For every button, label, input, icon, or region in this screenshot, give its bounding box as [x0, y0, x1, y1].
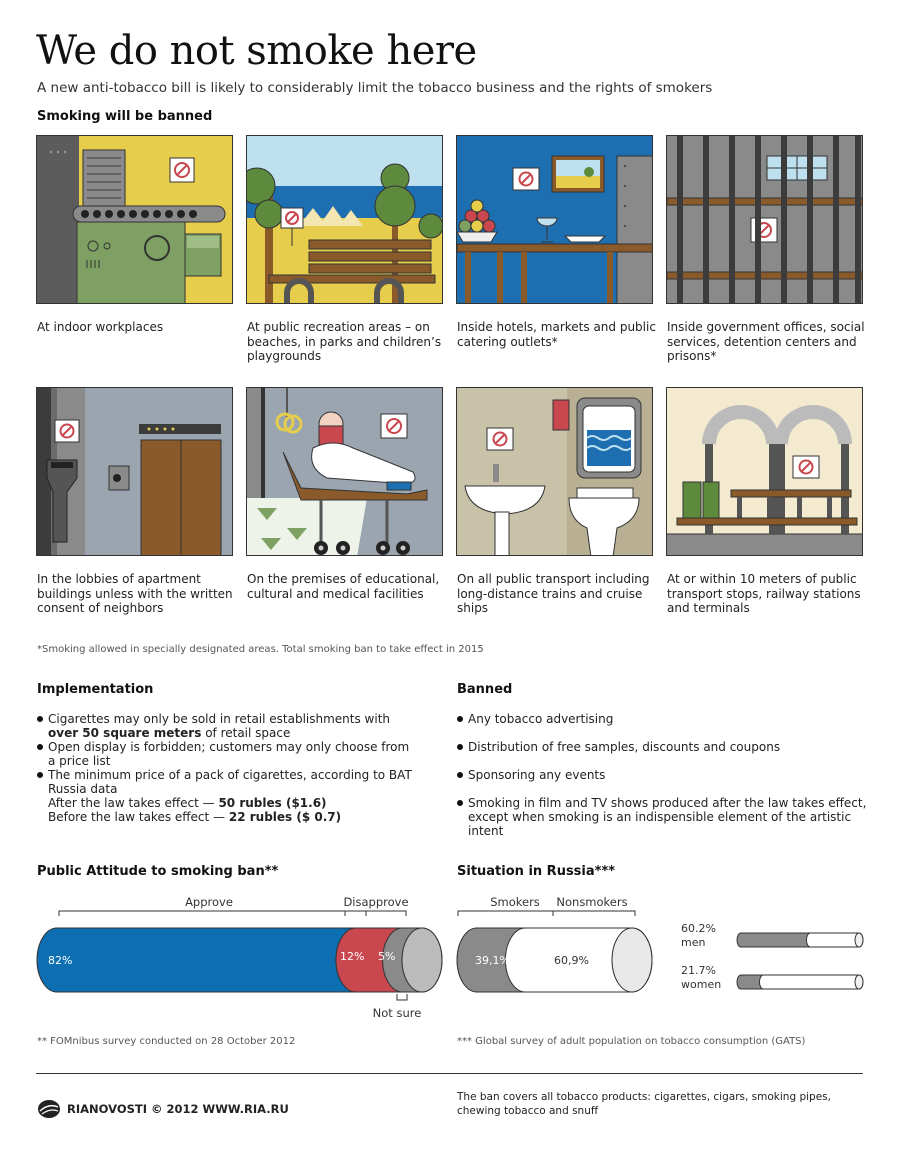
- nonsmokers-bracket: [553, 911, 635, 916]
- page-title: We do not smoke here: [36, 28, 477, 74]
- caption-workplace: At indoor workplaces: [37, 320, 164, 334]
- caption-transport: On all public transport including long-distance trains and cruise ships: [457, 572, 650, 615]
- russia-end-cap: [612, 928, 652, 992]
- banned-list: [457, 712, 877, 838]
- footnote-places: *Smoking allowed in specially designated areas. Total smoking ban to take effect in 2015: [37, 644, 484, 655]
- not-sure-label: Not sure: [372, 1006, 422, 1020]
- attitude-heading: Public Attitude to smoking ban**: [37, 864, 279, 879]
- approve-bracket: [59, 911, 366, 916]
- illustration-transport: [456, 387, 653, 556]
- banned-heading: Banned: [457, 682, 513, 697]
- ria-logo-text: RIANOVOSTI © 2012 WWW.RIA.RU: [67, 1102, 289, 1116]
- section-heading-banned-places: Smoking will be banned: [37, 109, 213, 124]
- approve-value-label: 82%: [48, 954, 73, 967]
- illustration-government: [666, 135, 863, 304]
- illustration-transport-stop: [666, 387, 863, 556]
- caption-hotels: Inside hotels, markets and public catering outlets*: [457, 320, 656, 349]
- caption-recreation: At public recreation areas – on beaches, in parks and children’s playgrounds: [247, 320, 442, 363]
- men-pct-label: 60.2%: [681, 922, 716, 935]
- not-sure-value-label: 5%: [378, 950, 396, 963]
- implementation-heading: Implementation: [37, 682, 154, 697]
- not-sure-bracket: [397, 994, 407, 1000]
- smokers-value-label: 39,1%: [475, 954, 510, 967]
- men-bar-fill: [737, 933, 814, 947]
- nonsmokers-label: Nonsmokers: [556, 895, 628, 909]
- banned-item: Smoking in film and TV shows produced after the law takes effect, except when smoking is an indispensible element of the artistic intent: [457, 796, 877, 838]
- illustration-workplace: [36, 135, 233, 304]
- illustration-recreation: [246, 135, 443, 304]
- banned-item: Distribution of free samples, discounts and coupons: [457, 740, 877, 754]
- implementation-item: Open display is forbidden; customers may only choose from a price list: [37, 740, 417, 768]
- men-bar-cap: [855, 933, 863, 947]
- women-pct-label: 21.7%: [681, 964, 716, 977]
- caption-government: Inside government offices, social services, detention centers and prisons*: [667, 320, 865, 363]
- russia-heading: Situation in Russia***: [457, 864, 616, 879]
- smokers-bracket: [458, 911, 553, 916]
- ria-logo-icon: [37, 1099, 61, 1119]
- men-label: men: [681, 936, 706, 949]
- caption-apartment-lobby: In the lobbies of apartment buildings unless with the written consent of neighbors: [37, 572, 233, 615]
- implementation-item: Cigarettes may only be sold in retail establishments with over 50 square meters of retail space: [37, 712, 417, 740]
- banned-item: Any tobacco advertising: [457, 712, 877, 726]
- disapprove-bracket: [345, 911, 406, 916]
- implementation-item: The minimum price of a pack of cigarettes, according to BAT Russia data After the law takes effect — 50 rubles ($1.6) Before the law takes effect — 22 rubles ($ 0.7): [37, 768, 417, 824]
- women-bar-remainder: [759, 975, 863, 989]
- russia-chart: [450, 890, 870, 1030]
- disapprove-label: Disapprove: [343, 895, 409, 909]
- attitude-end-cap: [402, 928, 442, 992]
- illustration-hotels: [456, 135, 653, 304]
- attitude-footnote: ** FOMnibus survey conducted on 28 October 2012: [37, 1036, 296, 1047]
- nonsmokers-value-label: 60,9%: [554, 954, 589, 967]
- footer-note: The ban covers all tobacco products: cigarettes, cigars, smoking pipes, chewing tobacco and snuff: [457, 1091, 831, 1117]
- women-label: women: [681, 978, 722, 991]
- caption-medical: On the premises of educational, cultural and medical facilities: [247, 572, 440, 601]
- women-bar-cap: [855, 975, 863, 989]
- approve-label: Approve: [185, 895, 233, 909]
- footer-divider: [36, 1073, 863, 1074]
- ria-logo: [37, 1099, 289, 1119]
- caption-transport-stop: At or within 10 meters of public transport stops, railway stations and terminals: [667, 572, 861, 615]
- banned-item: Sponsoring any events: [457, 768, 877, 782]
- attitude-chart: [30, 890, 450, 1030]
- russia-footnote: *** Global survey of adult population on tobacco consumption (GATS): [457, 1036, 806, 1047]
- disapprove-value-label: 12%: [340, 950, 365, 963]
- illustration-apartment-lobby: [36, 387, 233, 556]
- illustration-medical: [246, 387, 443, 556]
- implementation-list: [37, 712, 417, 824]
- smokers-label: Smokers: [490, 895, 540, 909]
- page-subtitle: A new anti-tobacco bill is likely to considerably limit the tobacco business and the rights of smokers: [37, 80, 713, 96]
- approve-segment: [37, 928, 376, 992]
